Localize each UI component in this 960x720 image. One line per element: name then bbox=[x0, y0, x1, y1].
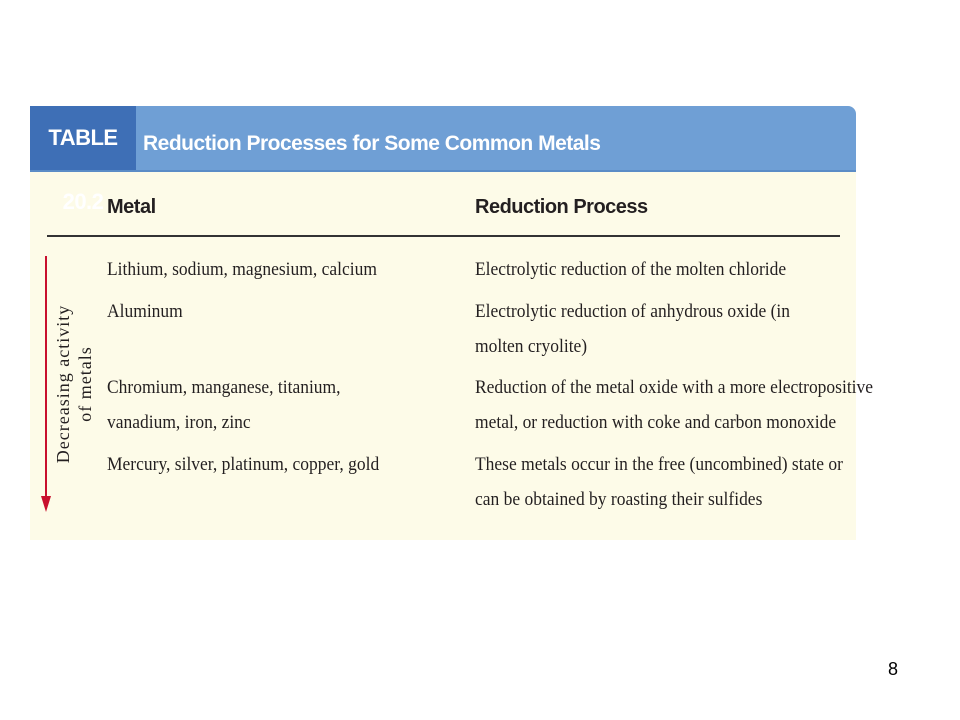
table-row-1-metal bbox=[107, 252, 377, 287]
metal-line: Lithium, sodium, magnesium, calcium bbox=[107, 259, 377, 280]
column-header-metal: Metal bbox=[107, 196, 156, 218]
activity-side-label bbox=[44, 254, 104, 514]
table-header bbox=[30, 106, 856, 214]
process-line: can be obtained by roasting their sulfides bbox=[475, 489, 763, 510]
metal-line: Mercury, silver, platinum, copper, gold bbox=[107, 454, 380, 475]
metal-line: Aluminum bbox=[107, 301, 183, 322]
column-header-reduction-process: Reduction Process bbox=[475, 196, 648, 218]
header-rule bbox=[47, 235, 840, 237]
activity-label-line-2: of metals bbox=[75, 346, 95, 422]
table-row-4-process bbox=[475, 447, 843, 517]
metal-line: vanadium, iron, zinc bbox=[107, 412, 251, 433]
activity-label-line-1: Decreasing activity bbox=[53, 304, 73, 464]
table-row-3-metal bbox=[107, 370, 341, 440]
table-row-2-process bbox=[475, 294, 790, 364]
slide-page-number: 8 bbox=[888, 659, 899, 679]
process-line: These metals occur in the free (uncombined) state or bbox=[475, 454, 843, 475]
metal-line: Chromium, manganese, titanium, bbox=[107, 377, 341, 398]
table-row-2-metal bbox=[107, 294, 183, 329]
table-row-4-metal bbox=[107, 447, 379, 482]
table-title: Reduction Processes for Some Common Metals bbox=[143, 132, 601, 155]
table-row-3-process bbox=[475, 370, 873, 440]
table-row-1-process bbox=[475, 252, 786, 287]
process-line: Reduction of the metal oxide with a more electropositive bbox=[475, 377, 874, 398]
process-line: molten cryolite) bbox=[475, 336, 588, 357]
process-line: Electrolytic reduction of anhydrous oxide (in bbox=[475, 301, 791, 322]
table-number-label: TABLE 20.2 bbox=[30, 106, 136, 170]
process-line: Electrolytic reduction of the molten chloride bbox=[475, 259, 787, 280]
table-figure bbox=[30, 106, 874, 540]
process-line: metal, or reduction with coke and carbon monoxide bbox=[475, 412, 837, 433]
